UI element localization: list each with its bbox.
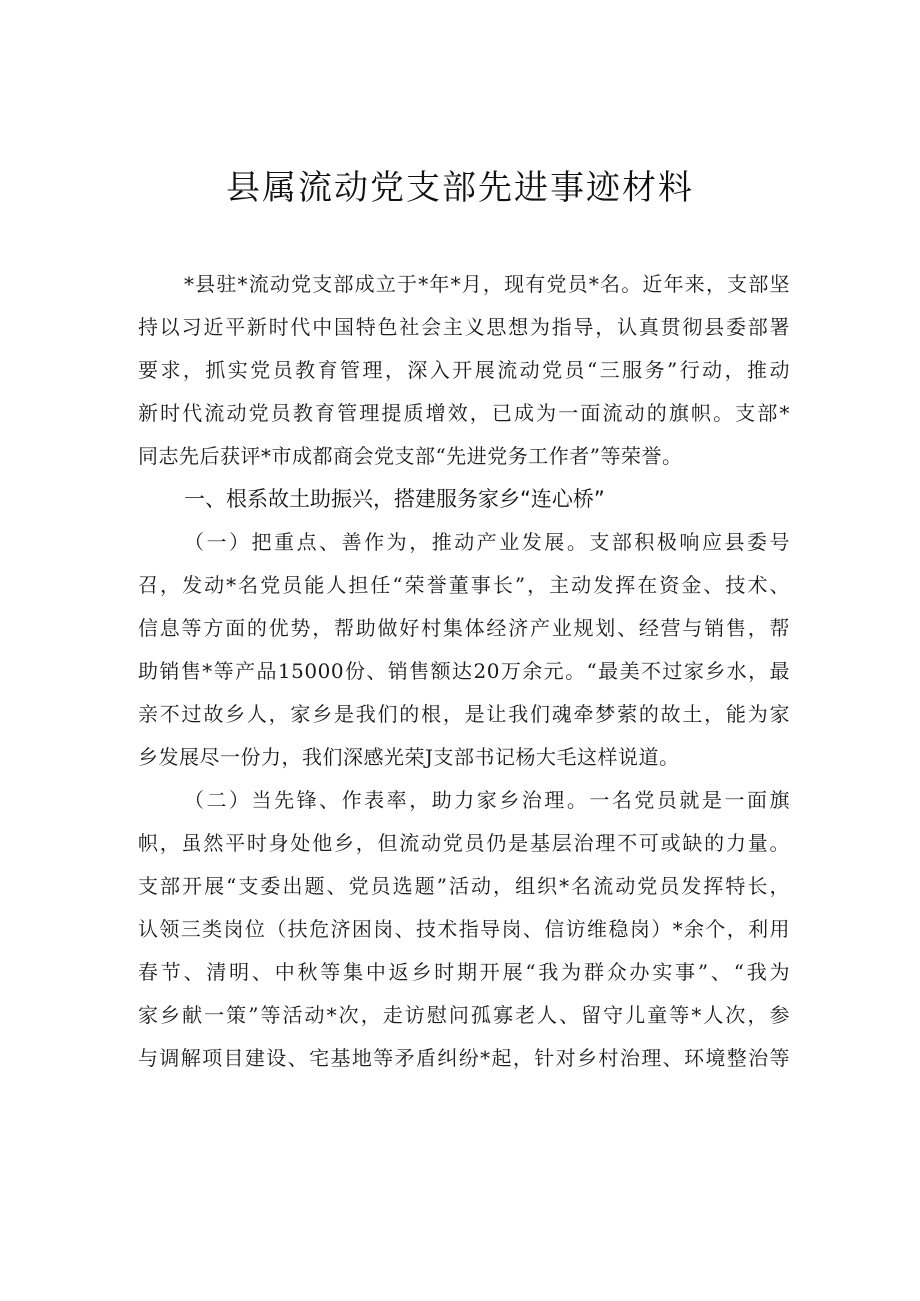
intro-line: *县驻*流动党支部成立于*年*月，现有党员*名。近年来，支部坚 bbox=[184, 272, 790, 296]
paragraph-line: 召，发动*名党员能人担任“荣誉董事长”，主动发挥在资金、技术、 bbox=[138, 573, 790, 597]
paragraph-line: 与调解项目建设、宅基地等矛盾纠纷*起，针对乡村治理、环境整治等 bbox=[138, 1046, 790, 1070]
intro-line: 持以习近平新时代中国特色社会主义思想为指导，认真贯彻县委部署 bbox=[138, 315, 790, 339]
paragraph-line: 春节、清明、中秋等集中返乡时期开展“我为群众办实事”、“我为 bbox=[138, 960, 790, 984]
paragraph-line: 亲不过故乡人，家乡是我们的根，是让我们魂牵梦萦的故土，能为家 bbox=[138, 702, 790, 726]
paragraph-line: （一）把重点、善作为，推动产业发展。支部积极响应县委号 bbox=[184, 530, 790, 554]
paragraph-line: 信息等方面的优势，帮助做好村集体经济产业规划、经营与销售，帮 bbox=[138, 616, 790, 640]
paragraph-line: （二）当先锋、作表率，助力家乡治理。一名党员就是一面旗 bbox=[184, 788, 790, 812]
paragraph-line: 助销售*等产品15000份、销售额达20万余元。“最美不过家乡水，最 bbox=[138, 659, 790, 683]
paragraph-line: 支部开展“支委出题、党员选题”活动，组织*名流动党员发挥特长， bbox=[138, 874, 790, 898]
document-title: 县属流动党支部先进事迹材料 bbox=[226, 168, 694, 208]
section-heading: 一、根系故土助振兴，搭建服务家乡“连心桥” bbox=[184, 487, 605, 511]
intro-line: 新时代流动党员教育管理提质增效，已成为一面流动的旗帜。支部* bbox=[138, 401, 790, 425]
intro-line: 要求，抓实党员教育管理，深入开展流动党员“三服务”行动，推动 bbox=[138, 358, 790, 382]
paragraph-line: 帜，虽然平时身处他乡，但流动党员仍是基层治理不可或缺的力量。 bbox=[138, 831, 790, 855]
intro-line: 同志先后获评*市成都商会党支部“先进党务工作者”等荣誉。 bbox=[138, 444, 683, 468]
paragraph-line: 乡发展尽一份力，我们深感光荣J支部书记杨大毛这样说道。 bbox=[138, 745, 680, 769]
paragraph-line: 认领三类岗位（扶危济困岗、技术指导岗、信访维稳岗）*余个，利用 bbox=[138, 917, 790, 941]
document-body bbox=[138, 263, 790, 1080]
paragraph-line: 家乡献一策”等活动*次，走访慰问孤寡老人、留守儿童等*人次，参 bbox=[138, 1003, 790, 1027]
